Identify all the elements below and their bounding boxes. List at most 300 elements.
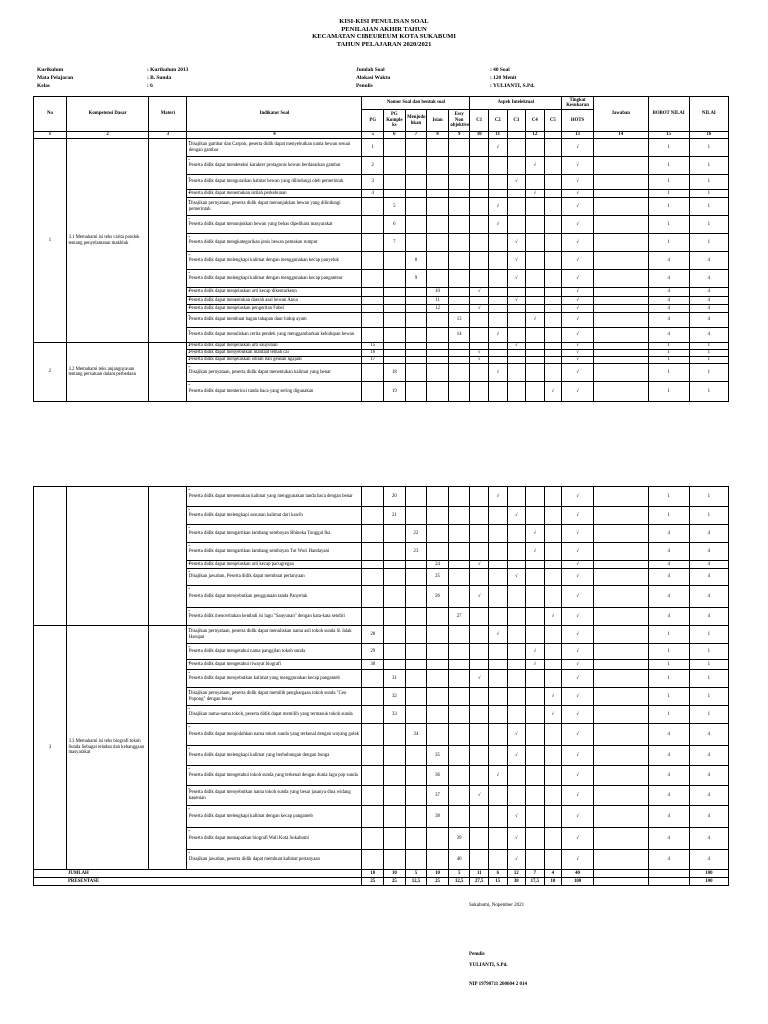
indikator-soal: • Peserta didik dapat melengkapi kalimat yang berhubungan dengan bunga [187,746,362,766]
cell-hots: √ [562,561,594,569]
cell-pgk: 33 [384,706,406,724]
cell-pgk [384,343,406,350]
cell-bobot: 4 [648,766,689,786]
cell-nilai: 1 [689,507,728,525]
cell-jawaban [594,569,649,586]
cell-es [448,724,470,746]
cell-mj: 8 [405,252,427,270]
cell-c5 [544,786,562,806]
indikator-soal: • Peserta didik dapat mengkategorikan jenis hewan pemakan rumput [187,234,362,252]
meta-right [356,66,535,90]
indikator-soal: • Peserta didik dapat menjelaskan arti kecap dikentarkeun [187,288,362,297]
cell-hots: √ [562,343,594,350]
cell-bobot: 1 [648,343,689,350]
indikator-soal: • Disajikan pernyataan, peserta didik dapat menentukan kalimat yang benar [187,364,362,382]
cell-c5 [544,198,562,216]
cell-nilai: 1 [689,357,728,364]
cell-c1 [470,234,489,252]
cell-pg [362,746,384,766]
alokasi-label: Alokasi Waktu [356,75,391,81]
signature-block [469,951,527,988]
jumlah-soal-label: Jumlah Soal [356,67,385,73]
cell-c5 [544,328,562,343]
cell-c4 [526,706,545,724]
cell-c2 [489,234,508,252]
total-cell: 25 [384,878,406,886]
cell-es [448,786,470,806]
cell-mj [405,313,427,328]
cell-is: 12 [427,305,449,313]
cell-c3 [507,644,526,660]
cell-c1 [470,525,489,543]
cell-c1 [470,328,489,343]
indikator-soal: • Peserta didik dapat melengkapi susunan kalimat dari kawih [187,507,362,525]
cell-c3 [507,139,526,157]
column-number: 7 [405,132,427,139]
column-number: 9 [448,132,470,139]
cell-mj [405,786,427,806]
cell-jawaban [594,288,649,297]
cell-is [427,234,449,252]
cell-pg [362,766,384,786]
cell-es [448,670,470,688]
cell-c5 [544,343,562,350]
cell-bobot: 1 [648,364,689,382]
cell-hots: √ [562,806,594,828]
cell-pg: 17 [362,357,384,364]
cell-c1 [470,644,489,660]
header-materi: Materi [149,97,187,132]
cell-c4: √ [526,313,545,328]
indikator-soal: • Peserta didik dapat menguraikan habitat hewan yang dilindungi oleh pemerintah [187,175,362,190]
cell-pg [362,507,384,525]
cell-c2 [489,305,508,313]
cell-is: 37 [427,786,449,806]
cell-pg [362,382,384,402]
cell-pg [362,543,384,561]
cell-c2 [489,350,508,357]
cell-pgk: 5 [384,198,406,216]
cell-hots: √ [562,216,594,234]
cell-c4 [526,328,545,343]
cell-es [448,175,470,190]
indikator-soal: • Peserta didik dapat menyebutkan manfaat lemah cai [187,350,362,357]
cell-mj [405,364,427,382]
cell-c4 [526,670,545,688]
cell-c1: √ [470,305,489,313]
cell-mj [405,357,427,364]
indikator-soal: • Peserta didik dapat menjodohkan nama tokoh sunda yang terkenal dengan wayang golek [187,724,362,746]
cell-bobot: 4 [648,561,689,569]
cell-c3 [507,543,526,561]
cell-bobot: 1 [648,234,689,252]
header-c1: C1 [470,110,489,132]
cell-pgk [384,660,406,670]
cell-pgk: 31 [384,670,406,688]
cell-hots: √ [562,828,594,850]
column-number: 11 [489,132,508,139]
title-line-3: KECAMATAN CIBEUREUM KOTA SUKABUMI [312,33,456,41]
cell-c2: √ [489,139,508,157]
indikator-soal: • Peserta didik dapat mengetahui tokoh sunda yang terkenal dengan dunia lagu pop sunda [187,766,362,786]
cell-c4 [526,252,545,270]
cell-c1: √ [470,350,489,357]
cell-c3: √ [507,270,526,288]
total-cell-nilai: 100 [689,870,728,878]
cell-nilai: 4 [689,328,728,343]
cell-es: 27 [448,608,470,626]
cell-es: 14 [448,328,470,343]
cell-es [448,350,470,357]
cell-c1: √ [470,786,489,806]
cell-is [427,688,449,706]
cell-c4 [526,569,545,586]
cell-c4 [526,626,545,644]
total-cell: 6 [489,870,508,878]
cell-c2 [489,157,508,175]
indikator-soal: • Disajikan pernyataan, peserta didik dapat menunjukkan hewan yang dilindungi pemerintah [187,198,362,216]
cell-nilai: 1 [689,216,728,234]
cell-is [427,364,449,382]
cell-mj [405,746,427,766]
cell-is [427,350,449,357]
header-hots: HOTS [562,110,594,132]
cell-c2 [489,175,508,190]
cell-pg [362,525,384,543]
cell-c4: √ [526,525,545,543]
total-cell: 12,5 [405,878,427,886]
header-aspek: Aspek Intelektual [470,97,562,110]
signer-nip: NIP 19790711 200604 2 014 [469,982,528,987]
cell-c2: √ [489,364,508,382]
cell-is [427,507,449,525]
row-number [34,487,67,626]
cell-c4: √ [526,660,545,670]
indikator-soal: • Peserta didik dapat menjelaskan istilah bali geusan ngajadi [187,357,362,364]
cell-c5 [544,216,562,234]
cell-hots: √ [562,507,594,525]
kompetensi-dasar: 3.2 Memahami teks anjangnyauan tentang persatuan dalam perbedaan [66,343,148,402]
cell-nilai: 4 [689,288,728,297]
cell-c2 [489,706,508,724]
kompetensi-dasar: 3.1 Memahami isi teks carita pondok tentang penyelamatan makhluk [66,139,148,343]
cell-is [427,252,449,270]
cell-c2 [489,806,508,828]
cell-mj [405,644,427,660]
cell-c4 [526,343,545,350]
cell-mj [405,766,427,786]
cell-c1 [470,198,489,216]
cell-c5 [544,586,562,608]
presentase-row [34,878,729,886]
cell-nilai: 4 [689,313,728,328]
cell-c4 [526,806,545,828]
cell-bobot: 4 [648,252,689,270]
cell-es [448,270,470,288]
cell-pg [362,252,384,270]
cell-c3 [507,382,526,402]
cell-pg [362,786,384,806]
cell-c3 [507,525,526,543]
indikator-soal: • Peserta didik dapat menjelaskan arti sauyunan [187,343,362,350]
cell-c4 [526,608,545,626]
cell-hots: √ [562,357,594,364]
cell-c1 [470,660,489,670]
total-cell-bobot [648,870,689,878]
indikator-soal: • Peserta didik dapat menjelaskan arti kecap pacugregan [187,561,362,569]
cell-nilai: 1 [689,157,728,175]
cell-es [448,644,470,660]
cell-c2: √ [489,766,508,786]
cell-jawaban [594,357,649,364]
header-nomor-bentuk: Nomor Soal dan bentuk soal [362,97,470,110]
cell-c3 [507,586,526,608]
total-cell: 17,5 [526,878,545,886]
cell-c5 [544,850,562,870]
cell-mj [405,850,427,870]
cell-pg [362,608,384,626]
cell-pg [362,487,384,507]
indikator-soal: • Disajikan jawaban, peserta didik dapat membuat kalimat pertanyaan [187,850,362,870]
cell-pgk: 18 [384,364,406,382]
cell-bobot: 1 [648,175,689,190]
cell-bobot: 4 [648,297,689,305]
cell-pg: 15 [362,343,384,350]
cell-bobot: 4 [648,313,689,328]
kelas-label: Kelas [37,83,50,89]
cell-c1 [470,175,489,190]
total-cell: 4 [544,870,562,878]
indikator-soal: • Disajikan pernyataan, peserta didik dapat menuliskan nama asli tokoh sunda Si Jalak Harupat [187,626,362,644]
cell-is [427,382,449,402]
cell-c1 [470,270,489,288]
header-menjodohkan: Menjodo hkan [405,110,427,132]
column-number: 13 [562,132,594,139]
cell-c4 [526,350,545,357]
cell-jawaban [594,216,649,234]
cell-c5 [544,724,562,746]
cell-is [427,670,449,688]
cell-mj [405,343,427,350]
cell-c5 [544,139,562,157]
cell-c1: √ [470,357,489,364]
header-c4: C4 [526,110,545,132]
jumlah-label: JUMLAH [34,870,362,878]
cell-pgk [384,288,406,297]
cell-nilai: 1 [689,350,728,357]
cell-jawaban [594,608,649,626]
cell-jawaban [594,525,649,543]
cell-c2 [489,644,508,660]
column-number: 16 [689,132,728,139]
cell-c2: √ [489,487,508,507]
cell-pgk: 21 [384,507,406,525]
cell-is [427,850,449,870]
cell-is [427,175,449,190]
total-cell: 40 [562,870,594,878]
cell-nilai: 1 [689,364,728,382]
cell-c2 [489,561,508,569]
cell-es [448,216,470,234]
penulis-label: Penulis [356,83,373,89]
mapel-value: : B. Sunda [147,75,172,81]
cell-pg [362,234,384,252]
cell-c3: √ [507,297,526,305]
cell-c5: √ [544,608,562,626]
indikator-soal: • Peserta didik dapat menemukan istilah perkebunan [187,190,362,198]
cell-jawaban [594,626,649,644]
cell-c1 [470,828,489,850]
cell-mj [405,234,427,252]
cell-nilai: 4 [689,850,728,870]
cell-c1 [470,746,489,766]
cell-bobot: 1 [648,357,689,364]
cell-bobot: 4 [648,543,689,561]
total-cell: 100 [562,878,594,886]
cell-c3: √ [507,724,526,746]
cell-c5 [544,670,562,688]
cell-c4 [526,561,545,569]
cell-pgk [384,626,406,644]
cell-jawaban [594,644,649,660]
materi [149,139,187,343]
cell-is [427,487,449,507]
cell-pg [362,313,384,328]
cell-mj: 23 [405,543,427,561]
cell-c3: √ [507,850,526,870]
cell-hots: √ [562,746,594,766]
cell-is [427,706,449,724]
total-cell: 25 [427,878,449,886]
cell-jawaban [594,328,649,343]
cell-c5: √ [544,688,562,706]
cell-pg [362,561,384,569]
column-number [507,132,526,139]
cell-is: 10 [427,288,449,297]
cell-c3 [507,216,526,234]
cell-pgk [384,175,406,190]
cell-bobot: 4 [648,270,689,288]
cell-es [448,198,470,216]
cell-c5 [544,828,562,850]
penulis-value: : YULIANTI, S.Pd. [490,83,535,89]
cell-c3 [507,487,526,507]
cell-pgk [384,328,406,343]
total-cell: 5 [405,870,427,878]
cell-c4 [526,198,545,216]
table-row [34,626,729,644]
cell-mj [405,190,427,198]
cell-nilai: 1 [689,139,728,157]
cell-c1 [470,487,489,507]
kompetensi-dasar: 3.3 Memahami isi teks biografi tokoh Sunda Sebagai teladan dan kebanggaan masyarakat [66,626,148,870]
cell-es [448,766,470,786]
cell-c1 [470,252,489,270]
cell-jawaban [594,382,649,402]
cell-c3 [507,357,526,364]
cell-hots: √ [562,288,594,297]
cell-c5 [544,252,562,270]
cell-nilai: 1 [689,343,728,350]
cell-nilai: 4 [689,608,728,626]
cell-pg [362,297,384,305]
cell-pgk [384,766,406,786]
cell-hots: √ [562,328,594,343]
indikator-soal: • Disajikan nama-nama tokoh, peserta didik dapat memilih yang termasuk tokoh sunda [187,706,362,724]
cell-nilai: 1 [689,688,728,706]
cell-jawaban [594,487,649,507]
cell-is [427,608,449,626]
cell-c4 [526,507,545,525]
cell-is [427,157,449,175]
cell-hots: √ [562,270,594,288]
cell-mj [405,175,427,190]
cell-c3 [507,786,526,806]
cell-jawaban [594,252,649,270]
cell-hots: √ [562,786,594,806]
cell-c1 [470,806,489,828]
cell-bobot: 1 [648,688,689,706]
indikator-soal: • Peserta didik dapat melengkapi kalimat dengan menggunakan kecap panganteur [187,270,362,288]
alokasi-value: : 120 Menit [490,75,517,81]
cell-pg [362,305,384,313]
indikator-soal: • Peserta didik dapat menentukan kalimat yang menggunakan tanda baca dengan benar [187,487,362,507]
cell-c3: √ [507,252,526,270]
cell-is: 24 [427,561,449,569]
cell-is: 36 [427,766,449,786]
indikator-soal: • Peserta didik dapat menyebutkan nama tokoh sunda yang besar jasanya dina widang kasenian [187,786,362,806]
cell-c3 [507,766,526,786]
cell-c5 [544,350,562,357]
cell-c2 [489,670,508,688]
mapel-label: Mata Pelajaran [37,75,74,81]
cell-es [448,806,470,828]
cell-pgk [384,350,406,357]
cell-hots: √ [562,569,594,586]
cell-bobot: 1 [648,706,689,724]
cell-jawaban [594,234,649,252]
column-number: 4 [187,132,362,139]
cell-pg [362,569,384,586]
header-pg-kompleks: PG Komple ks [384,110,406,132]
cell-c5: √ [544,382,562,402]
cell-jawaban [594,766,649,786]
cell-c1: √ [470,670,489,688]
cell-nilai: 1 [689,644,728,660]
cell-nilai: 4 [689,586,728,608]
table-row [34,487,729,507]
indikator-soal: • Disajikan jawaban, Peserta didik dapat membuat pertanyaan [187,569,362,586]
cell-pg: 1 [362,139,384,157]
cell-c4 [526,382,545,402]
header-essay: Essy Non objektive [448,110,470,132]
cell-nilai: 1 [689,382,728,402]
cell-jawaban [594,586,649,608]
cell-jawaban [594,305,649,313]
cell-es [448,288,470,297]
cell-c5 [544,543,562,561]
cell-c1 [470,139,489,157]
cell-jawaban [594,175,649,190]
cell-c4 [526,139,545,157]
signer-role: Penulis [469,952,485,957]
cell-c3 [507,288,526,297]
cell-pg [362,328,384,343]
cell-hots: √ [562,350,594,357]
cell-hots: √ [562,382,594,402]
cell-mj [405,806,427,828]
cell-c2 [489,660,508,670]
